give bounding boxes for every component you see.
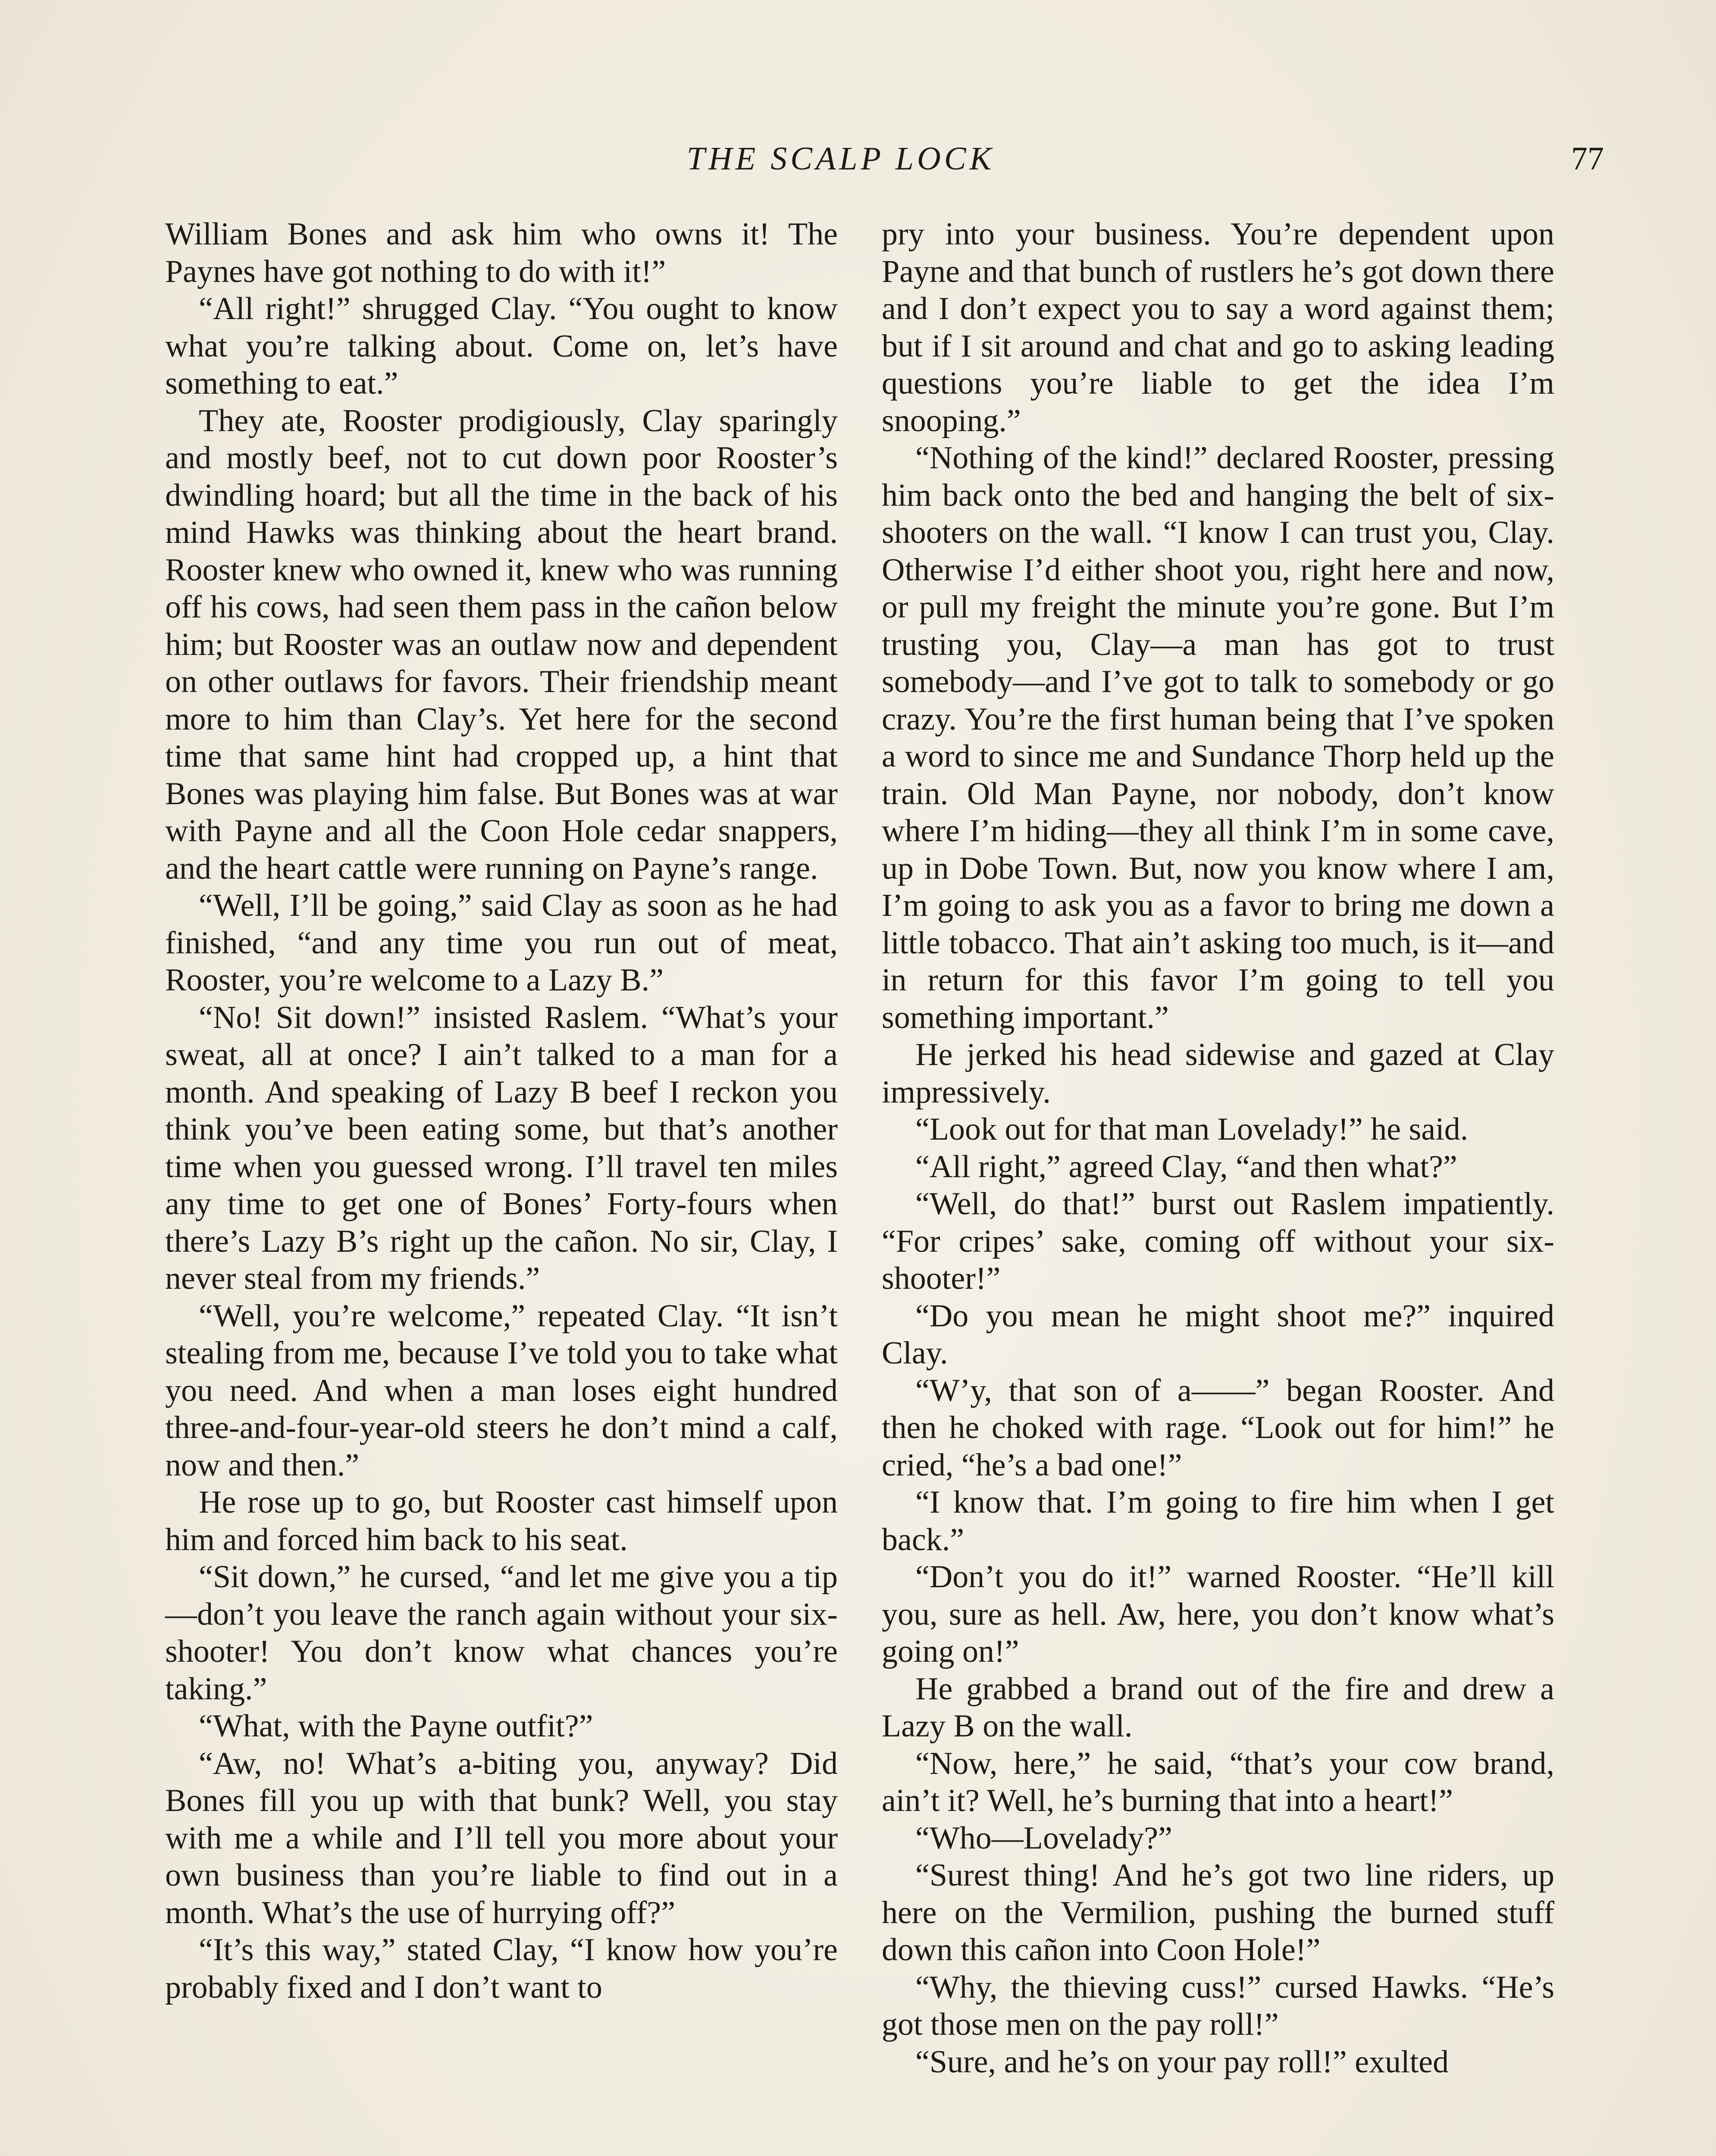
paragraph: “Well, do that!” burst out Raslem impatiently. “For cripes’ sake, coming off without your six-shooter!” bbox=[882, 1186, 1554, 1296]
paragraph: William Bones and ask him who owns it! The Paynes have got nothing to do with it!” bbox=[165, 216, 838, 289]
paragraph: “What, with the Payne outfit?” bbox=[199, 1708, 593, 1744]
paragraph: “Look out for that man Lovelady!” he said. bbox=[915, 1112, 1469, 1147]
right-text-column bbox=[882, 216, 1554, 2081]
paragraph: “Who—Lovelady?” bbox=[915, 1820, 1172, 1856]
paragraph: “Sit down,” he cursed, “and let me give you a tip—don’t you leave the ranch again without your six-shooter! You don’t know what chances you’re taking.” bbox=[165, 1559, 838, 1707]
paragraph: “Well, you’re welcome,” repeated Clay. “It isn’t stealing from me, because I’ve told you to take what you need. And when a man loses eight hundred three-and-four-year-old steers he don’t mind a calf, now and then.” bbox=[165, 1298, 838, 1483]
paragraph: “Well, I’ll be going,” said Clay as soon as he had finished, “and any time you run out of meat, Rooster, you’re welcome to a Lazy B.” bbox=[165, 888, 838, 998]
paragraph: “Aw, no! What’s a-biting you, anyway? Did Bones fill you up with that bunk? Well, you stay with me a while and I’ll tell you more about your own business than you’re liable to find out in a month. What’s the use of hurrying off?” bbox=[165, 1745, 838, 1930]
paragraph: He jerked his head sidewise and gazed at Clay impressively. bbox=[882, 1037, 1554, 1110]
paragraph: “Don’t you do it!” warned Rooster. “He’ll kill you, sure as hell. Aw, here, you don’t know what’s going on!” bbox=[882, 1559, 1554, 1669]
paragraph: “I know that. I’m going to fire him when I get back.” bbox=[882, 1485, 1554, 1557]
paragraph: “It’s this way,” stated Clay, “I know how you’re probably fixed and I don’t want to bbox=[165, 1932, 838, 2005]
paragraph: “All right!” shrugged Clay. “You ought to know what you’re talking about. Come on, let’s have something to eat.” bbox=[165, 291, 838, 401]
page-number: 77 bbox=[1571, 141, 1604, 177]
paragraph: “Now, here,” he said, “that’s your cow brand, ain’t it? Well, he’s burning that into a heart!” bbox=[882, 1745, 1554, 1818]
paragraph: “Surest thing! And he’s got two line riders, up here on the Vermilion, pushing the burned stuff down this cañon into Coon Hole!” bbox=[882, 1858, 1554, 1968]
paragraph: “No! Sit down!” insisted Raslem. “What’s your sweat, all at once? I ain’t talked to a man for a month. And speaking of Lazy B beef I reckon you think you’ve been eating some, but that’s another time when you guessed wrong. I’ll travel ten miles any time to get one of Bones’ Forty-fours when there’s Lazy B’s right up the cañon. No sir, Clay, I never steal from my friends.” bbox=[165, 1000, 838, 1296]
paragraph: “Why, the thieving cuss!” cursed Hawks. “He’s got those men on the pay roll!” bbox=[882, 1969, 1554, 2042]
paragraph: pry into your business. You’re dependent upon Payne and that bunch of rustlers he’s got down there and I don’t expect you to say a word against them; but if I sit around and chat and go to asking leading questions you’re liable to get the idea I’m snooping.” bbox=[882, 216, 1554, 439]
running-title: THE SCALP LOCK bbox=[686, 141, 995, 177]
paragraph: “Sure, and he’s on your pay roll!” exulted bbox=[915, 2044, 1449, 2080]
paragraph: He grabbed a brand out of the fire and drew a Lazy B on the wall. bbox=[882, 1671, 1554, 1744]
paragraph: They ate, Rooster prodigiously, Clay sparingly and mostly beef, not to cut down poor Rooster’s dwindling hoard; but all the time in the back of his mind Hawks was thinking about the heart brand. Rooster knew who owned it, knew who was running off his cows, had seen them pass in the cañon below him; but Rooster was an outlaw now and dependent on other outlaws for favors. Their friendship meant more to him than Clay’s. Yet here for the second time that same hint had cropped up, a hint that Bones was playing him false. But Bones was at war with Payne and all the Coon Hole cedar snappers, and the heart cattle were running on Payne’s range. bbox=[165, 403, 838, 886]
paragraph: “All right,” agreed Clay, “and then what?” bbox=[915, 1149, 1457, 1185]
paragraph: He rose up to go, but Rooster cast himself upon him and forced him back to his seat. bbox=[165, 1485, 838, 1557]
paragraph: “Do you mean he might shoot me?” inquired Clay. bbox=[882, 1298, 1554, 1371]
paragraph: “Nothing of the kind!” declared Rooster, pressing him back onto the bed and hanging the belt of six-shooters on the wall. “I know I can trust you, Clay. Otherwise I’d either shoot you, right here and now, or pull my freight the minute you’re gone. But I’m trusting you, Clay—a man has got to trust somebody—and I’ve got to talk to somebody or go crazy. You’re the first human being that I’ve spoken a word to since me and Sundance Thorp held up the train. Old Man Payne, nor nobody, don’t know where I’m hiding—they all think I’m in some cave, up in Dobe Town. But, now you know where I am, I’m going to ask you as a favor to bring me down a little tobacco. That ain’t asking too much, is it—and in return for this favor I’m going to tell you something important.” bbox=[882, 440, 1554, 1035]
paragraph: “W’y, that son of a——” began Rooster. And then he choked with rage. “Look out for him!” he cried, “he’s a bad one!” bbox=[882, 1373, 1554, 1483]
left-text-column bbox=[165, 216, 838, 2006]
